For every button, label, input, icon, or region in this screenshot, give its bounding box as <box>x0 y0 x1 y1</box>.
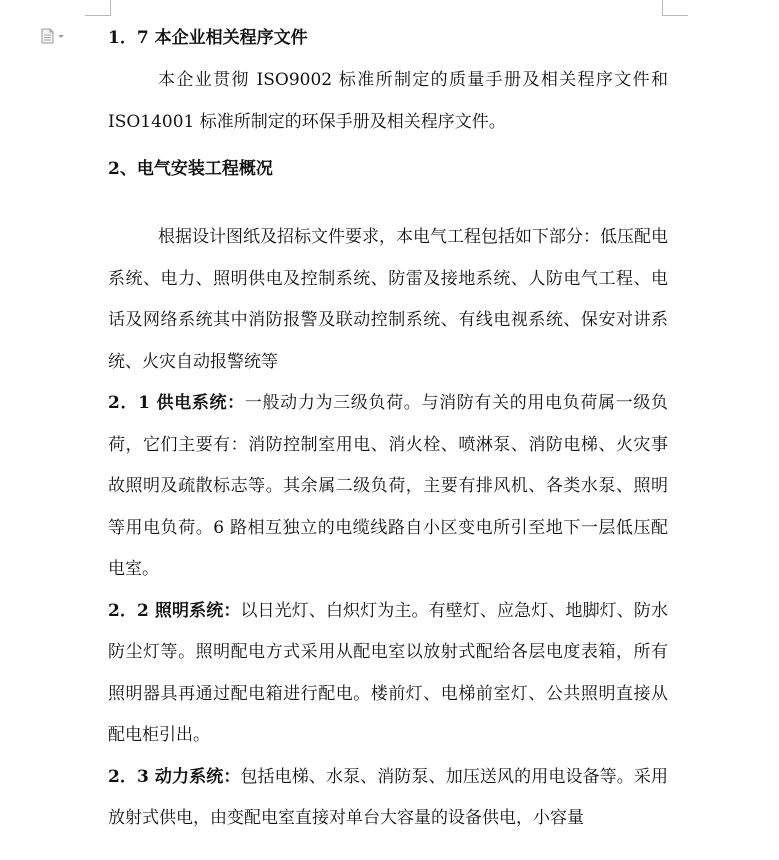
section-2-2-label: 2．2 照明系统： <box>108 600 241 621</box>
document-body <box>108 20 668 853</box>
section-2-3-paragraph <box>108 757 668 840</box>
section-2-3-clip <box>108 757 668 853</box>
section-2-1-paragraph <box>108 383 668 591</box>
section-heading-2: 2、电气安装工程概况 <box>108 159 273 179</box>
section-2-intro-paragraph: 根据设计图纸及招标文件要求，本电气工程包括如下部分：低压配电系统、电力、照明供电及控制系统、防雷及接地系统、人防电气工程、电话及网络系统其中消防报警及联动控制系统、有线电视系统、保安对讲系统、火灾自动报警统等 <box>108 227 668 372</box>
document-icon <box>40 28 66 44</box>
section-2-1-label: 2．1 供电系统： <box>108 393 245 413</box>
paragraph-options-button[interactable] <box>40 28 66 44</box>
chevron-down-icon <box>58 35 64 38</box>
margin-corner-mark-right <box>662 0 688 16</box>
margin-corner-mark-left <box>85 0 111 16</box>
section-2-3-label: 2．3 动力系统： <box>108 766 241 787</box>
section-heading-1-7: 1．7 本企业相关程序文件 <box>108 28 308 48</box>
section-2-2-paragraph <box>108 591 668 757</box>
section-2-3-text: 包括电梯、水泵、消防泵、加压送风的用电设备等。采用放射式供电，由变配电室直接对单台大容量的设备供电，小容量 <box>108 766 668 828</box>
section-2-1-text: 一般动力为三级负荷。与消防有关的用电负荷属一级负荷，它们主要有：消防控制室用电、消火栓、喷淋泵、消防电梯、火灾事故照明及疏散标志等。其余属二级负荷，主要有排风机、各类水泵、照明等用电负荷。6 路相互独立的电缆线路自小区变电所引至地下一层低压配电室。 <box>108 393 669 579</box>
section-2-2-text: 以日光灯、白炽灯为主。有壁灯、应急灯、地脚灯、防水防尘灯等。照明配电方式采用从配电室以放射式配给各层电度表箱，所有照明器具再通过配电箱进行配电。楼前灯、电梯前室灯、公共照明直接从配电柜引出。 <box>108 600 669 745</box>
section-1-7-paragraph: 本企业贯彻 ISO9002 标准所制定的质量手册及相关程序文件和 ISO14001 标准所制定的环保手册及相关程序文件。 <box>108 70 668 132</box>
